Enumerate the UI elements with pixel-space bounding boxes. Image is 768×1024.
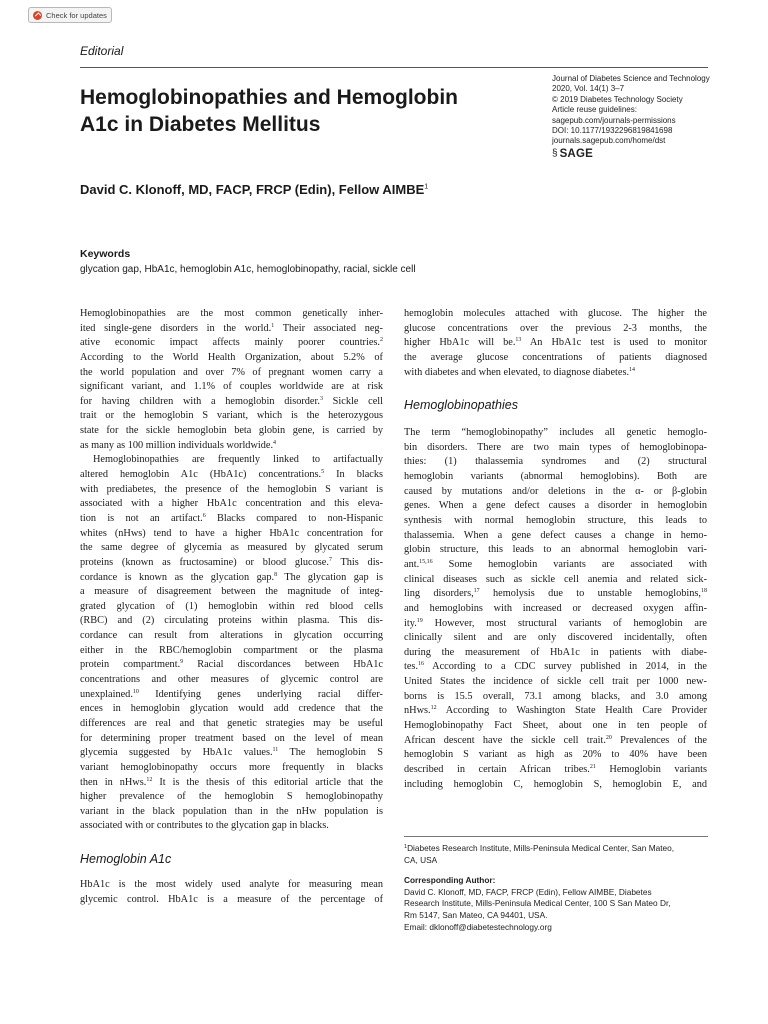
- line-text: a measure of disagreement between the magnitude of integ-: [80, 586, 383, 598]
- text-line: [80, 424, 383, 439]
- journal-doi-link[interactable]: DOI: 10.1177/1932296819841698: [552, 126, 673, 136]
- text-line: [404, 660, 707, 675]
- text-line: [404, 426, 707, 441]
- text-line: [80, 483, 383, 498]
- section-heading-hemoglobin-a1c: Hemoglobin A1c: [80, 852, 172, 867]
- text-line: [80, 395, 383, 410]
- line-text: Blacks compared to non-Hispanic: [205, 512, 383, 524]
- citation-mark: 11: [272, 747, 279, 754]
- article-title-line: A1c in Diabetes Mellitus: [80, 113, 321, 136]
- corresponding-author-label: Corresponding Author:: [404, 875, 496, 886]
- line-text: concentrations and other measures of glycemic control are: [80, 674, 383, 686]
- left-column: [80, 307, 383, 907]
- check-for-updates-button[interactable]: [28, 7, 112, 23]
- text-line: [404, 573, 707, 588]
- text-line: [80, 585, 383, 600]
- line-text: Racial discordances between HbA1c: [183, 659, 383, 671]
- text-line: [404, 558, 707, 573]
- text-line: [80, 336, 383, 351]
- continued-paragraph: [404, 307, 707, 380]
- citation-mark: 20: [605, 734, 612, 741]
- check-icon: [33, 11, 42, 20]
- text-line: [404, 336, 707, 351]
- line-text: Identifying genes underlying racial differ-: [138, 688, 383, 700]
- text-line: [80, 614, 383, 629]
- line-text: Hemoglobinopathy Fact Sheet, about one in ten people of: [404, 720, 707, 732]
- article-title: [80, 84, 510, 138]
- line-text: including hemoglobin C, hemoglobin S, hemoglobin E, and: [404, 778, 707, 790]
- text-line: [80, 351, 383, 366]
- text-line: [80, 776, 383, 791]
- line-text: glycemia suggested by HbA1c values.: [80, 747, 273, 759]
- sage-logo-icon: §: [552, 148, 558, 160]
- citation-mark: 17: [473, 588, 480, 595]
- text-line: [80, 717, 383, 732]
- text-line: [80, 658, 383, 673]
- text-line: [80, 644, 383, 659]
- text-line: [80, 702, 383, 717]
- text-line: [80, 512, 383, 527]
- line-text: hemoglobin molecules attached with glucose. The higher the: [404, 308, 707, 319]
- text-line: [404, 587, 707, 602]
- text-line: [80, 878, 383, 893]
- line-text: then in nHws.: [80, 776, 147, 788]
- line-text: variant in the black population than in the nHw population is: [80, 805, 383, 817]
- corresponding-author-email-link[interactable]: Email: dklonoff@diabetestechnology.org: [404, 921, 552, 932]
- line-text: caused by mutations and/or deletions in the α- or β-globin: [404, 485, 707, 497]
- text-line: [404, 485, 707, 500]
- line-text: In blacks: [324, 469, 383, 481]
- line-text: either in the RBC/hemoglobin compartment or the plasma: [80, 644, 383, 656]
- line-text: state for the sickle hemoglobin beta globin gene, is carried by: [80, 425, 383, 437]
- citation-mark: 13: [515, 337, 522, 344]
- line-text: Sickle cell: [322, 395, 383, 407]
- journal-name: Journal of Diabetes Science and Technology: [552, 74, 710, 83]
- journal-copyright: © 2019 Diabetes Technology Society: [552, 94, 683, 104]
- affiliation-mark: 1: [404, 844, 408, 850]
- line-text: hemoglobin S variant as high as 20% to 40% have been: [404, 749, 707, 761]
- line-text: cordance can result from alterations in glycation occurring: [80, 630, 383, 642]
- line-text: differences are real and that genetic strategies may be useful: [80, 717, 383, 729]
- text-line: [80, 893, 383, 908]
- citation-mark: 14: [629, 366, 636, 373]
- text-line: [80, 322, 383, 337]
- author-names: David C. Klonoff, MD, FACP, FRCP (Edin), Fellow AIMBE: [80, 182, 425, 197]
- author-affiliation-mark: 1: [424, 183, 429, 191]
- text-line: [404, 351, 707, 366]
- citation-mark: 6: [202, 512, 206, 519]
- text-line: [80, 497, 383, 512]
- citation-mark: 19: [416, 617, 423, 624]
- text-line: [80, 600, 383, 615]
- text-line: [404, 646, 707, 661]
- text-line: [80, 468, 383, 483]
- text-line: [404, 763, 707, 778]
- text-line: [404, 778, 707, 793]
- citation-mark: 3: [319, 395, 323, 402]
- line-text: ity.: [404, 617, 417, 629]
- line-text: globin structure, this leads to an abnormal hemoglobin vari-: [404, 544, 707, 556]
- text-line: [80, 409, 383, 424]
- citation-mark: 9: [180, 659, 184, 666]
- text-line: [404, 602, 707, 617]
- text-line: [404, 441, 707, 456]
- text-line: [404, 322, 707, 337]
- corresponding-author-line: Rm 5147, San Mateo, CA 94401, USA.: [404, 909, 548, 920]
- text-line: [404, 617, 707, 632]
- intro-paragraphs: [80, 307, 383, 834]
- text-line: [404, 529, 707, 544]
- line-text: tes.: [404, 661, 419, 673]
- hemoglobin-a1c-paragraph: [80, 878, 383, 907]
- author-line: [80, 182, 428, 197]
- affiliation-line: CA, USA: [404, 854, 438, 865]
- citation-mark: 15,16: [419, 558, 433, 565]
- footnote-rule: [404, 836, 708, 837]
- text-line: [404, 675, 707, 690]
- citation-mark: 18: [701, 588, 707, 595]
- journal-permissions-link[interactable]: sagepub.com/journals-permissions: [552, 115, 676, 125]
- text-line: [80, 307, 383, 322]
- line-text: The hemoglobin S: [278, 747, 383, 759]
- line-text: However, most structural variants of hemoglobin are: [422, 617, 707, 629]
- line-text: unexplained.: [80, 688, 133, 700]
- line-text: and hemoglobins with increased or decreased oxygen affin-: [404, 602, 707, 614]
- line-text: According to a CDC survey published in 2014, in the: [424, 661, 707, 673]
- text-line: [80, 673, 383, 688]
- line-text: United States the incidence of sickle cell trait per 1000 new-: [404, 676, 707, 688]
- citation-mark: 4: [273, 439, 277, 446]
- line-text: ant.: [404, 558, 420, 570]
- line-text: According to the World Health Organization, about 5.2% of: [80, 351, 383, 363]
- text-line: [404, 514, 707, 529]
- corresponding-author-line: David C. Klonoff, MD, FACP, FRCP (Edin), Fellow AIMBE, Diabetes: [404, 886, 652, 897]
- line-text: The term “hemoglobinopathy” includes all genetic hemoglo-: [404, 427, 707, 439]
- text-line: [80, 571, 383, 586]
- text-line: [80, 688, 383, 703]
- citation-mark: 1: [271, 322, 275, 329]
- line-text: proteins (known as fructosamine) or blood glucose.: [80, 556, 329, 568]
- corresponding-author-line: Research Institute, Mills-Peninsula Medical Center, 100 S San Mateo Dr,: [404, 898, 671, 909]
- line-text: protein compartment.: [80, 659, 181, 671]
- line-text: glucose concentrations over the previous 2-3 months, the: [404, 322, 707, 334]
- line-text: thalassemia. When a gene defect causes a change in hemo-: [404, 529, 707, 541]
- text-line: [404, 631, 707, 646]
- check-for-updates-label: Check for updates: [46, 10, 107, 20]
- line-text: the world population and over 7% of pregnant women carry a: [80, 366, 383, 378]
- text-line: [80, 629, 383, 644]
- line-text: during the measurement of HbA1c in patients with diabe-: [404, 646, 707, 658]
- article-type: Editorial: [80, 44, 124, 58]
- line-text: whites (nHws) tend to have a higher HbA1c concentration for: [80, 527, 383, 539]
- text-line: [404, 734, 707, 749]
- line-text: the same degree of glycemia as measured by glycated serum: [80, 542, 383, 554]
- line-text: African descent have the sickle cell trait.: [404, 734, 606, 746]
- line-text: Hemoglobin variants: [595, 763, 707, 775]
- line-text: The glycation gap is: [277, 571, 383, 583]
- text-line: [80, 819, 383, 834]
- text-line: [404, 690, 707, 705]
- line-text: glycemic control. HbA1c is a measure of the percentage of: [80, 893, 383, 905]
- text-line: [80, 761, 383, 776]
- line-text: associated with a higher HbA1c concentration and this eleva-: [80, 498, 383, 510]
- text-line: [80, 746, 383, 761]
- text-line: [80, 527, 383, 542]
- keywords-list: glycation gap, HbA1c, hemoglobin A1c, hemoglobinopathy, racial, sickle cell: [80, 264, 416, 275]
- line-text: This dis-: [331, 556, 383, 568]
- text-line: [80, 541, 383, 556]
- line-text: genes. When a gene defect causes a disorder in hemoglobin: [404, 500, 707, 512]
- line-text: ling disorders,: [404, 588, 474, 600]
- right-column: [404, 307, 707, 792]
- line-text: ited single-gene disorders in the world.: [80, 322, 272, 334]
- text-line: [404, 455, 707, 470]
- line-text: tion is not an artifact.: [80, 512, 203, 524]
- line-text: (RBC) and (2) circulating proteins within plasma. This dis-: [80, 615, 383, 627]
- citation-mark: 10: [132, 688, 139, 695]
- journal-reuse-label: Article reuse guidelines:: [552, 105, 637, 115]
- line-text: clinically silent and are only discovered incidentally, often: [404, 632, 707, 644]
- line-text: hemoglobin variants (abnormal hemoglobins). Both are: [404, 471, 707, 483]
- text-line: [80, 732, 383, 747]
- line-text: hemolysis due to unstable hemoglobins,: [479, 588, 701, 600]
- line-text: higher HbA1c will be.: [404, 337, 516, 349]
- line-text: ences in hemoglobin glycation would add credence that the: [80, 703, 383, 715]
- line-text: significant variant, and 1.1% of couples worldwide are at risk: [80, 381, 383, 393]
- section-heading-hemoglobinopathies: Hemoglobinopathies: [404, 398, 518, 413]
- line-text: thies: (1) thalassemia syndromes and (2) structural: [404, 456, 707, 468]
- text-line: [80, 805, 383, 820]
- line-text: altered hemoglobin A1c (HbA1c) concentrations.: [80, 469, 322, 481]
- hemoglobinopathies-paragraph: [404, 426, 707, 792]
- line-text: Hemoglobinopathies are frequently linked to artifactually: [93, 454, 383, 466]
- text-line: [404, 704, 707, 719]
- text-line: [80, 453, 383, 468]
- text-line: [404, 307, 707, 322]
- affiliation-footnote: [404, 843, 710, 855]
- line-text: bin disorders. There are two main types of hemoglobinopa-: [404, 441, 707, 453]
- citation-mark: 8: [274, 571, 278, 578]
- line-text: Their associated neg-: [274, 322, 383, 334]
- line-text: Prevalences of the: [611, 734, 707, 746]
- journal-home-link[interactable]: journals.sagepub.com/home/dst: [552, 136, 666, 146]
- article-title-line: Hemoglobinopathies and Hemoglobin: [80, 86, 458, 109]
- text-line: [80, 366, 383, 381]
- citation-mark: 7: [328, 556, 332, 563]
- line-text: as many as 100 million individuals worldwide.: [80, 439, 274, 451]
- text-line: [404, 470, 707, 485]
- journal-info: [552, 74, 722, 159]
- line-text: described in certain African tribes.: [404, 763, 590, 775]
- text-line: [80, 380, 383, 395]
- keywords-heading: Keywords: [80, 248, 131, 260]
- line-text: with diabetes and when elevated, to diagnose diabetes.: [404, 366, 630, 378]
- line-text: Some hemoglobin variants are associated with: [432, 558, 707, 570]
- line-text: clinical diseases such as sickle cell anemia and related sick-: [404, 573, 707, 585]
- citation-mark: 12: [430, 705, 437, 712]
- line-text: synthesis with normal hemoglobin structure, this leads to: [404, 515, 707, 527]
- line-text: trait or the hemoglobin S variant, which is the heterozygous: [80, 410, 383, 422]
- line-text: According to Washington State Health Care Provider: [436, 705, 707, 717]
- text-line: [404, 748, 707, 763]
- citation-mark: 21: [589, 763, 596, 770]
- line-text: nHws.: [404, 705, 431, 717]
- header-rule: [80, 67, 708, 68]
- line-text: ative economic impact affects mainly poorer countries.: [80, 337, 380, 349]
- line-text: grated glycation of (1) hemoglobin within red blood cells: [80, 600, 383, 612]
- journal-volume: 2020, Vol. 14(1) 3–7: [552, 84, 625, 94]
- text-line: [404, 366, 707, 381]
- text-line: [404, 719, 707, 734]
- text-line: [80, 439, 383, 454]
- text-line: [404, 499, 707, 514]
- citation-mark: 12: [146, 776, 153, 783]
- text-line: [80, 556, 383, 571]
- text-line: [404, 543, 707, 558]
- line-text: An HbA1c test is used to monitor: [521, 337, 707, 349]
- line-text: borns is 15.5 overall, 73.1 among blacks, and 3.0 among: [404, 690, 707, 702]
- line-text: for having children with a hemoglobin disorder.: [80, 395, 320, 407]
- sage-logo: [552, 149, 722, 159]
- text-line: [80, 790, 383, 805]
- line-text: higher prevalence of the hemoglobin S hemoglobinopathy: [80, 791, 383, 803]
- sage-logo-text: SAGE: [559, 147, 593, 160]
- line-text: HbA1c is the most widely used analyte for measuring mean: [80, 879, 383, 891]
- affiliation-line: Diabetes Research Institute, Mills-Peninsula Medical Center, San Mateo,: [407, 843, 675, 853]
- line-text: for determining proper treatment based on the level of mean: [80, 732, 383, 744]
- line-text: the average glucose concentrations of patients diagnosed: [404, 351, 707, 363]
- footnotes: [404, 843, 710, 933]
- citation-mark: 2: [380, 337, 383, 344]
- line-text: cordance is known as the glycation gap.: [80, 571, 275, 583]
- line-text: associated with or contributes to the glycation gap in blacks.: [80, 820, 329, 832]
- citation-mark: 5: [321, 469, 325, 476]
- line-text: Hemoglobinopathies are the most common genetically inher-: [80, 308, 383, 319]
- line-text: with prediabetes, the presence of the hemoglobin S variant is: [80, 483, 383, 495]
- citation-mark: 16: [418, 661, 425, 668]
- line-text: variant hemoglobinopathy occurs more frequently in blacks: [80, 761, 383, 773]
- line-text: It is the thesis of this editorial article that the: [152, 776, 383, 788]
